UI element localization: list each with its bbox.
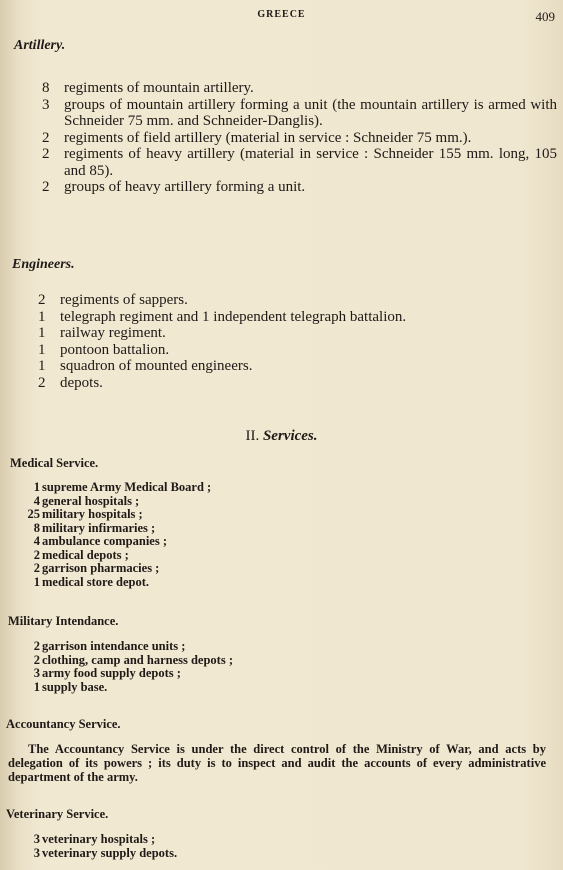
item-text: supreme Army Medical Board ; xyxy=(42,480,212,494)
item-number: 1 xyxy=(33,480,40,494)
item-text: regiments of heavy artillery (material in service : Schneider 155 mm. long, 105 and 85). xyxy=(64,146,557,179)
list-item xyxy=(38,292,553,309)
accountancy-paragraph xyxy=(8,742,546,784)
artillery-heading: Artillery. xyxy=(14,38,66,53)
item-text: regiments of sappers. xyxy=(60,292,188,308)
intendance-list xyxy=(30,640,350,694)
item-number: 1 xyxy=(38,308,46,325)
item-number: 2 xyxy=(33,639,40,653)
item-text: supply base. xyxy=(42,679,108,694)
item-number: 2 xyxy=(42,129,50,146)
list-item xyxy=(30,833,330,847)
item-number: 2 xyxy=(33,547,40,562)
list-item xyxy=(30,549,330,563)
intendance-heading: Military Intendance. xyxy=(8,614,119,628)
item-number: 2 xyxy=(33,561,40,575)
list-item xyxy=(38,375,553,392)
item-text: groups of mountain artillery forming a unit (the mountain artillery is armed with Schneider 75 mm. and Schneider-Danglis). xyxy=(64,96,557,129)
item-text: telegraph regiment and 1 independent telegraph battalion. xyxy=(60,308,407,325)
list-item xyxy=(27,507,330,522)
engineers-heading: Engineers. xyxy=(12,257,75,272)
list-item xyxy=(30,654,350,668)
item-text: clothing, camp and harness depots ; xyxy=(42,652,233,667)
item-number: 1 xyxy=(38,341,46,358)
item-text: squadron of mounted engineers. xyxy=(60,358,253,374)
item-text: depots. xyxy=(60,374,103,391)
item-text: garrison pharmacies ; xyxy=(42,561,160,575)
veterinary-heading: Veterinary Service. xyxy=(6,807,109,821)
services-numeral: II. xyxy=(245,428,260,444)
item-number: 2 xyxy=(33,652,40,667)
list-item xyxy=(42,146,557,179)
list-item xyxy=(38,342,553,359)
page-number: 409 xyxy=(535,9,555,24)
list-item xyxy=(30,667,350,681)
item-number: 1 xyxy=(33,574,40,589)
item-number: 4 xyxy=(33,534,40,548)
engineers-list xyxy=(38,292,553,391)
item-number: 3 xyxy=(33,666,40,680)
item-text: veterinary hospitals ; xyxy=(42,832,156,846)
veterinary-list xyxy=(30,833,330,860)
list-item xyxy=(42,97,557,130)
item-number: 1 xyxy=(38,358,46,374)
list-item xyxy=(30,522,330,536)
medical-list xyxy=(27,480,330,589)
item-text: groups of heavy artillery forming a unit. xyxy=(64,179,306,195)
item-number: 2 xyxy=(38,374,46,391)
list-item xyxy=(30,640,350,654)
list-item xyxy=(30,847,330,861)
item-number: 8 xyxy=(33,520,40,535)
item-text: garrison intendance units ; xyxy=(42,639,186,653)
item-text: ambulance companies ; xyxy=(42,534,167,548)
list-item xyxy=(30,562,330,576)
running-head: GREECE xyxy=(257,9,306,20)
item-text: military hospitals ; xyxy=(42,507,143,521)
item-text: regiments of mountain artillery. xyxy=(64,80,254,96)
list-item xyxy=(42,130,557,147)
list-item xyxy=(30,535,330,549)
item-text: regiments of field artillery (material in service : Schneider 75 mm.). xyxy=(64,129,472,146)
artillery-list xyxy=(42,80,557,196)
item-text: veterinary supply depots. xyxy=(42,845,178,860)
item-number: 25 xyxy=(27,507,40,521)
list-item xyxy=(30,576,330,590)
list-item xyxy=(30,681,350,695)
item-number: 2 xyxy=(38,292,46,308)
item-number: 3 xyxy=(33,832,40,846)
item-text: general hospitals ; xyxy=(42,493,140,508)
item-number: 4 xyxy=(33,493,40,508)
item-number: 2 xyxy=(42,179,50,195)
item-number: 8 xyxy=(42,80,50,96)
item-number: 3 xyxy=(42,96,50,113)
item-number: 2 xyxy=(42,146,50,162)
list-item xyxy=(30,481,330,495)
item-number: 3 xyxy=(33,845,40,860)
medical-heading: Medical Service. xyxy=(10,456,99,470)
item-text: pontoon battalion. xyxy=(60,341,170,358)
list-item xyxy=(38,325,553,342)
item-text: railway regiment. xyxy=(60,325,166,341)
list-item xyxy=(42,179,557,196)
list-item xyxy=(42,80,557,97)
services-title: Services. xyxy=(262,428,318,444)
list-item xyxy=(38,358,553,375)
list-item xyxy=(38,309,553,326)
item-number: 1 xyxy=(38,325,46,341)
item-text: medical depots ; xyxy=(42,547,129,562)
accountancy-heading: Accountancy Service. xyxy=(6,717,121,731)
services-heading xyxy=(0,428,563,445)
list-item xyxy=(30,495,330,509)
item-text: army food supply depots ; xyxy=(42,666,181,680)
item-text: military infirmaries ; xyxy=(42,520,156,535)
accountancy-text: The Accountancy Service is under the direct control of the Ministry of War, and acts by delegation of its powers ; its duty is to inspect and audit the accounts of every administrative department of the army. xyxy=(8,742,546,784)
item-number: 1 xyxy=(33,679,40,694)
item-text: medical store depot. xyxy=(42,574,150,589)
